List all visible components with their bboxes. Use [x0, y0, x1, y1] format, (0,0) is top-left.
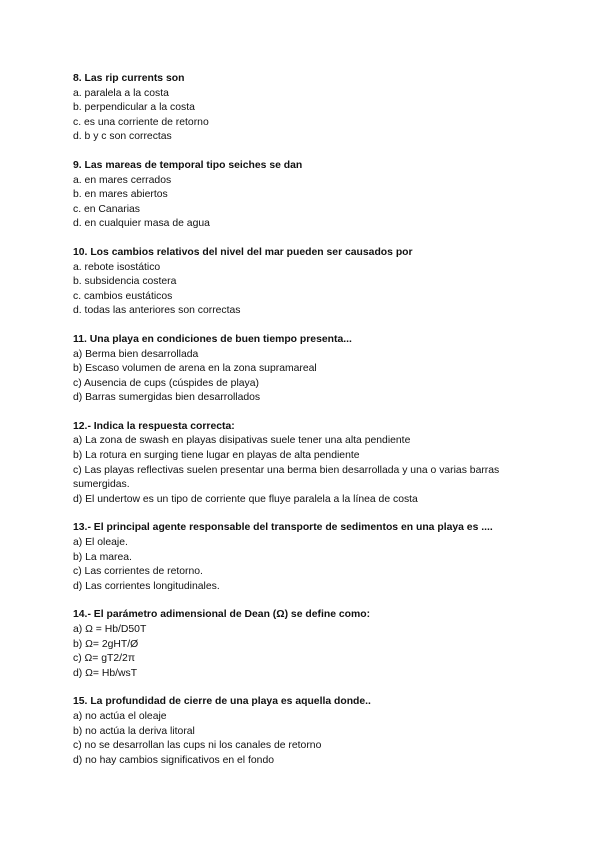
- question-10: [73, 246, 533, 319]
- answer-option: b) La rotura en surging tiene lugar en playas de alta pendiente: [73, 450, 360, 462]
- answer-option: d) Ω= Hb/wsT: [73, 667, 138, 679]
- answer-option: c. cambios eustáticos: [73, 290, 173, 302]
- answer-option: d) Las corrientes longitudinales.: [73, 580, 220, 592]
- question-9: [73, 159, 533, 232]
- answer-option: a. rebote isostático: [73, 261, 161, 273]
- question-14: [73, 608, 533, 681]
- answer-option: c. en Canarias: [73, 203, 140, 215]
- question-title: 8. Las rip currents son: [73, 73, 185, 84]
- answer-option: a. en mares cerrados: [73, 174, 172, 186]
- answer-option: c) Ω= gT2/2π: [73, 653, 136, 665]
- question-title: 9. Las mareas de temporal tipo seiches se dan: [73, 159, 303, 171]
- answer-option: c) Las corrientes de retorno.: [73, 566, 203, 578]
- question-title: 11. Una playa en condiciones de buen tiempo presenta...: [73, 333, 352, 345]
- answer-option: d) no hay cambios significativos en el fondo: [73, 754, 274, 766]
- answer-option: d) El undertow es un tipo de corriente que fluye paralela a la línea de costa: [73, 493, 418, 505]
- answer-option: a) El oleaje.: [73, 537, 128, 549]
- answer-option: b. en mares abiertos: [73, 189, 168, 201]
- answer-option: d. en cualquier masa de agua: [73, 218, 210, 230]
- answer-option: c. es una corriente de retorno: [73, 116, 209, 128]
- answer-option: c) Las playas reflectivas suelen presentar una berma bien desarrollada y una o varias barras sumergidas.: [73, 464, 500, 491]
- answer-option: a. paralela a la costa: [73, 87, 169, 99]
- answer-option: d. b y c son correctas: [73, 131, 172, 143]
- answer-option: b. perpendicular a la costa: [73, 102, 195, 114]
- answer-option: b) no actúa la deriva litoral: [73, 725, 195, 737]
- exam-page: [73, 72, 533, 782]
- question-12: [73, 420, 533, 508]
- answer-option: b) Escaso volumen de arena en la zona supramareal: [73, 363, 317, 375]
- answer-option: a) La zona de swash en playas disipativas suele tener una alta pendiente: [73, 435, 411, 447]
- answer-option: c) no se desarrollan las cups ni los canales de retorno: [73, 740, 322, 752]
- question-title: 14.- El parámetro adimensional de Dean (Ω) se define como:: [73, 609, 371, 621]
- answer-option: d) Barras sumergidas bien desarrollados: [73, 392, 261, 404]
- question-title: 13.- El principal agente responsable del transporte de sedimentos en una playa es ....: [73, 522, 493, 534]
- answer-option: b) Ω= 2gHT/Ø: [73, 638, 139, 650]
- question-15: [73, 695, 533, 768]
- answer-option: b. subsidencia costera: [73, 276, 177, 288]
- answer-option: a) Berma bien desarrollada: [73, 348, 199, 360]
- answer-option: a) Ω = Hb/D50T: [73, 624, 147, 635]
- question-11: [73, 333, 533, 406]
- answer-option: c) Ausencia de cups (cúspides de playa): [73, 377, 259, 389]
- question-title: 12.- Indica la respuesta correcta:: [73, 420, 235, 432]
- question-title: 15. La profundidad de cierre de una playa es aquella donde..: [73, 696, 371, 708]
- answer-option: a) no actúa el oleaje: [73, 710, 167, 722]
- question-title: 10. Los cambios relativos del nivel del mar pueden ser causados por: [73, 246, 413, 258]
- answer-option: b) La marea.: [73, 551, 132, 563]
- question-13: [73, 521, 533, 594]
- question-8: [73, 72, 533, 145]
- answer-option: d. todas las anteriores son correctas: [73, 305, 241, 317]
